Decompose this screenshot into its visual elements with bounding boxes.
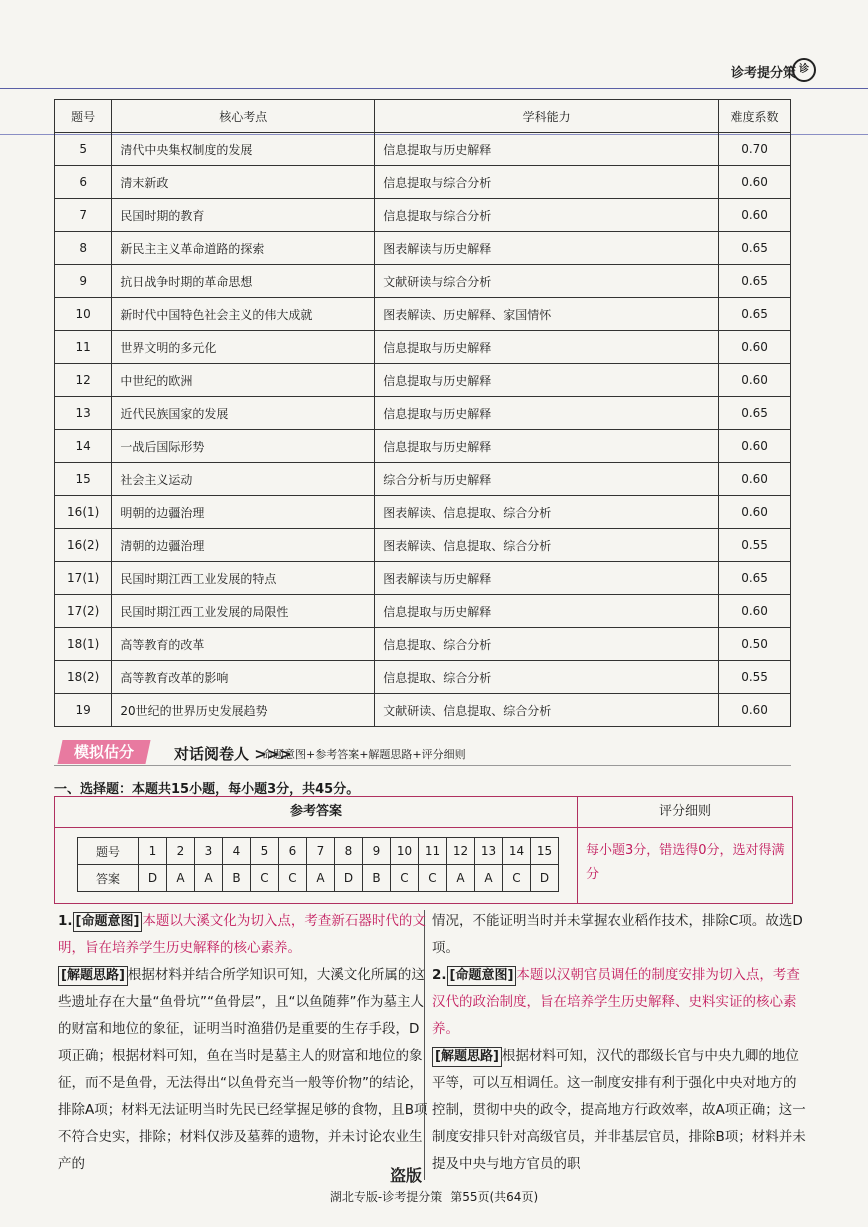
cell-topic: 民国时期的教育	[112, 199, 375, 232]
cell-topic: 新民主主义革命道路的探索	[112, 232, 375, 265]
table-row	[55, 166, 791, 199]
cell-number: 19	[55, 694, 112, 727]
cell-difficulty: 0.65	[719, 265, 791, 298]
header-cell-difficulty: 难度系数	[719, 100, 791, 133]
answer-number-row	[78, 838, 559, 865]
answer-letter-cell: D	[139, 865, 167, 892]
cell-ability: 信息提取、综合分析	[375, 628, 719, 661]
cell-number: 17(1)	[55, 562, 112, 595]
cell-ability: 信息提取与历史解释	[375, 331, 719, 364]
cell-difficulty: 0.60	[719, 463, 791, 496]
banner-subtitle: 命题意图+参考答案+解题思路+评分细则	[262, 748, 466, 761]
cell-ability: 图表解读、信息提取、综合分析	[375, 529, 719, 562]
cell-number: 13	[55, 397, 112, 430]
answer-number-cell: 8	[335, 838, 363, 865]
answer-letter-cell: C	[503, 865, 531, 892]
cell-number: 8	[55, 232, 112, 265]
table-row	[55, 529, 791, 562]
banner-title: 对话阅卷人 >>>	[174, 745, 292, 763]
cell-difficulty: 0.60	[719, 331, 791, 364]
answer-number-cell: 7	[307, 838, 335, 865]
cell-topic: 一战后国际形势	[112, 430, 375, 463]
table-row	[55, 661, 791, 694]
cell-difficulty: 0.60	[719, 430, 791, 463]
table-row	[55, 496, 791, 529]
answer-letter-cell: A	[195, 865, 223, 892]
cell-topic: 社会主义运动	[112, 463, 375, 496]
answer-number-cell: 4	[223, 838, 251, 865]
answer-letter-cell: C	[279, 865, 307, 892]
cell-topic: 抗日战争时期的革命思想	[112, 265, 375, 298]
cell-number: 10	[55, 298, 112, 331]
cell-number: 7	[55, 199, 112, 232]
idea-label: [解题思路]	[58, 966, 128, 986]
question-number: 2.	[432, 967, 447, 983]
answer-box	[54, 796, 793, 904]
brand-title: 诊考提分策	[730, 66, 796, 81]
cell-number: 18(2)	[55, 661, 112, 694]
cell-topic: 中世纪的欧洲	[112, 364, 375, 397]
table-header-row	[55, 100, 791, 133]
cell-topic: 民国时期江西工业发展的局限性	[112, 595, 375, 628]
answer-number-cell: 2	[167, 838, 195, 865]
table-row	[55, 430, 791, 463]
cell-topic: 新时代中国特色社会主义的伟大成就	[112, 298, 375, 331]
cell-difficulty: 0.65	[719, 562, 791, 595]
cell-difficulty: 0.55	[719, 529, 791, 562]
banner-rule	[54, 765, 791, 766]
cell-difficulty: 0.60	[719, 364, 791, 397]
page-number: 第55页(共64页)	[450, 1190, 539, 1204]
answer-number-cell: 9	[363, 838, 391, 865]
answer-letter-cell: B	[363, 865, 391, 892]
answer-letter-cell: C	[391, 865, 419, 892]
cell-ability: 信息提取与历史解释	[375, 397, 719, 430]
header-cell-topic: 核心考点	[112, 100, 375, 133]
reference-answer-panel	[55, 797, 578, 903]
answer-row-label: 答案	[78, 865, 139, 892]
table-row	[55, 463, 791, 496]
table-row	[55, 232, 791, 265]
header-cell-ability: 学科能力	[375, 100, 719, 133]
cell-topic: 高等教育的改革	[112, 628, 375, 661]
cell-number: 18(1)	[55, 628, 112, 661]
grading-text: 每小题3分，错选得0分，选对得满分	[586, 843, 785, 882]
idea-text: 根据材料并结合所学知识可知，大溪文化所属的这些遗址存在大量“鱼骨坑”“鱼骨层”，且“以鱼随葬”作为墓主人的财富和地位的象征，证明当时渔猎仍是重要的生存手段，D项正确；根据材料可知，鱼在当时是墓主人的财富和地位的象征，而不是鱼骨，无法得出“以鱼骨充当一般等价物”的结论，排除A项；材料无法证明当时先民已经掌握足够的食物，且B项不符合史实，排除；材料仅涉及墓葬的遗物，并未讨论农业生产的	[58, 967, 428, 1172]
page-footer	[0, 1188, 868, 1205]
cell-ability: 图表解读与历史解释	[375, 562, 719, 595]
q2-idea	[432, 1043, 806, 1178]
cell-ability: 信息提取与历史解释	[375, 133, 719, 166]
cell-number: 12	[55, 364, 112, 397]
answer-letter-cell: A	[475, 865, 503, 892]
table-row	[55, 364, 791, 397]
answer-letter-cell: A	[167, 865, 195, 892]
header-rule	[0, 88, 868, 89]
brand-logo-icon: 诊	[792, 58, 816, 82]
cell-topic: 20世纪的世界历史发展趋势	[112, 694, 375, 727]
idea-label: [解题思路]	[432, 1047, 502, 1067]
cell-difficulty: 0.60	[719, 199, 791, 232]
cell-ability: 信息提取与综合分析	[375, 199, 719, 232]
banner-tag: 模拟估分	[57, 740, 150, 764]
answer-letter-cell: D	[531, 865, 559, 892]
cell-topic: 清代中央集权制度的发展	[112, 133, 375, 166]
grading-heading: 评分细则	[578, 797, 792, 828]
cell-number: 15	[55, 463, 112, 496]
cell-topic: 清末新政	[112, 166, 375, 199]
cell-ability: 文献研读与综合分析	[375, 265, 719, 298]
core-topic-table	[54, 99, 791, 727]
cell-ability: 综合分析与历史解释	[375, 463, 719, 496]
cell-topic: 清朝的边疆治理	[112, 529, 375, 562]
cell-ability: 图表解读、信息提取、综合分析	[375, 496, 719, 529]
q2-intent	[432, 962, 806, 1043]
cell-difficulty: 0.50	[719, 628, 791, 661]
cell-difficulty: 0.60	[719, 595, 791, 628]
q1-continuation: 情况，不能证明当时并未掌握农业稻作技术，排除C项。故选D项。	[432, 913, 803, 956]
answer-number-cell: 5	[251, 838, 279, 865]
cell-number: 11	[55, 331, 112, 364]
cell-ability: 图表解读、历史解释、家国情怀	[375, 298, 719, 331]
table-row	[55, 133, 791, 166]
cell-topic: 民国时期江西工业发展的特点	[112, 562, 375, 595]
cell-difficulty: 0.65	[719, 232, 791, 265]
cell-topic: 明朝的边疆治理	[112, 496, 375, 529]
answer-letter-row	[78, 865, 559, 892]
idea-text: 根据材料可知，汉代的郡级长官与中央九卿的地位平等，可以互相调任。这一制度安排有利于强化中央对地方的控制，贯彻中央的政令，提高地方行政效率，故A项正确；这一制度安排只针对高级官员，并非基层官员，排除B项；材料并未提及中央与地方官员的职	[432, 1048, 806, 1172]
section-banner	[54, 740, 791, 766]
cell-ability: 信息提取与历史解释	[375, 595, 719, 628]
cell-number: 16(1)	[55, 496, 112, 529]
answer-row-label: 题号	[78, 838, 139, 865]
answer-table	[77, 837, 559, 892]
table-row	[55, 628, 791, 661]
cell-difficulty: 0.70	[719, 133, 791, 166]
answer-letter-cell: C	[251, 865, 279, 892]
answer-number-cell: 13	[475, 838, 503, 865]
cell-difficulty: 0.60	[719, 166, 791, 199]
cell-number: 6	[55, 166, 112, 199]
explanation-right-column	[432, 908, 806, 1178]
section-heading: 一、选择题：本题共15小题，每小题3分，共45分。	[54, 782, 360, 797]
header-cell-number: 题号	[55, 100, 112, 133]
watermark-stamp: 盗版	[390, 1166, 423, 1185]
answer-letter-cell: D	[335, 865, 363, 892]
grading-panel	[578, 797, 792, 903]
answer-number-cell: 10	[391, 838, 419, 865]
table-row	[55, 562, 791, 595]
cell-difficulty: 0.65	[719, 298, 791, 331]
cell-difficulty: 0.60	[719, 496, 791, 529]
q1-idea	[58, 962, 432, 1178]
cell-ability: 信息提取、综合分析	[375, 661, 719, 694]
cell-ability: 文献研读、信息提取、综合分析	[375, 694, 719, 727]
table-row	[55, 265, 791, 298]
q1-intent	[58, 908, 432, 962]
cell-difficulty: 0.60	[719, 694, 791, 727]
intent-text: 本题以大溪文化为切入点，考查新石器时代的文明，旨在培养学生历史解释的核心素养。	[58, 913, 426, 956]
cell-number: 5	[55, 133, 112, 166]
intent-label: [命题意图]	[73, 912, 143, 932]
table-row	[55, 331, 791, 364]
answer-number-cell: 14	[503, 838, 531, 865]
cell-ability: 图表解读与历史解释	[375, 232, 719, 265]
cell-number: 16(2)	[55, 529, 112, 562]
answer-number-cell: 3	[195, 838, 223, 865]
table-row	[55, 397, 791, 430]
table-row	[55, 199, 791, 232]
reference-answer-heading: 参考答案	[55, 797, 577, 828]
answer-letter-cell: B	[223, 865, 251, 892]
cell-topic: 世界文明的多元化	[112, 331, 375, 364]
cell-number: 17(2)	[55, 595, 112, 628]
footer-text: 湖北专版-诊考提分策	[329, 1190, 443, 1204]
cell-difficulty: 0.65	[719, 397, 791, 430]
answer-letter-cell: A	[307, 865, 335, 892]
table-row	[55, 694, 791, 727]
answer-number-cell: 11	[419, 838, 447, 865]
cell-number: 14	[55, 430, 112, 463]
answer-number-cell: 1	[139, 838, 167, 865]
answer-number-cell: 12	[447, 838, 475, 865]
intent-text: 本题以汉朝官员调任的制度安排为切入点，考查汉代的政治制度，旨在培养学生历史解释、史料实证的核心素养。	[432, 967, 800, 1037]
table-row	[55, 595, 791, 628]
cell-number: 9	[55, 265, 112, 298]
cell-ability: 信息提取与历史解释	[375, 364, 719, 397]
intent-label: [命题意图]	[447, 966, 517, 986]
cell-ability: 信息提取与综合分析	[375, 166, 719, 199]
question-number: 1.	[58, 913, 73, 929]
table-row	[55, 298, 791, 331]
table-body	[55, 133, 791, 727]
explanation-left-column	[58, 908, 432, 1178]
cell-ability: 信息提取与历史解释	[375, 430, 719, 463]
cell-topic: 高等教育改革的影响	[112, 661, 375, 694]
answer-letter-cell: C	[419, 865, 447, 892]
answer-number-cell: 15	[531, 838, 559, 865]
answer-letter-cell: A	[447, 865, 475, 892]
cell-difficulty: 0.55	[719, 661, 791, 694]
answer-number-cell: 6	[279, 838, 307, 865]
cell-topic: 近代民族国家的发展	[112, 397, 375, 430]
